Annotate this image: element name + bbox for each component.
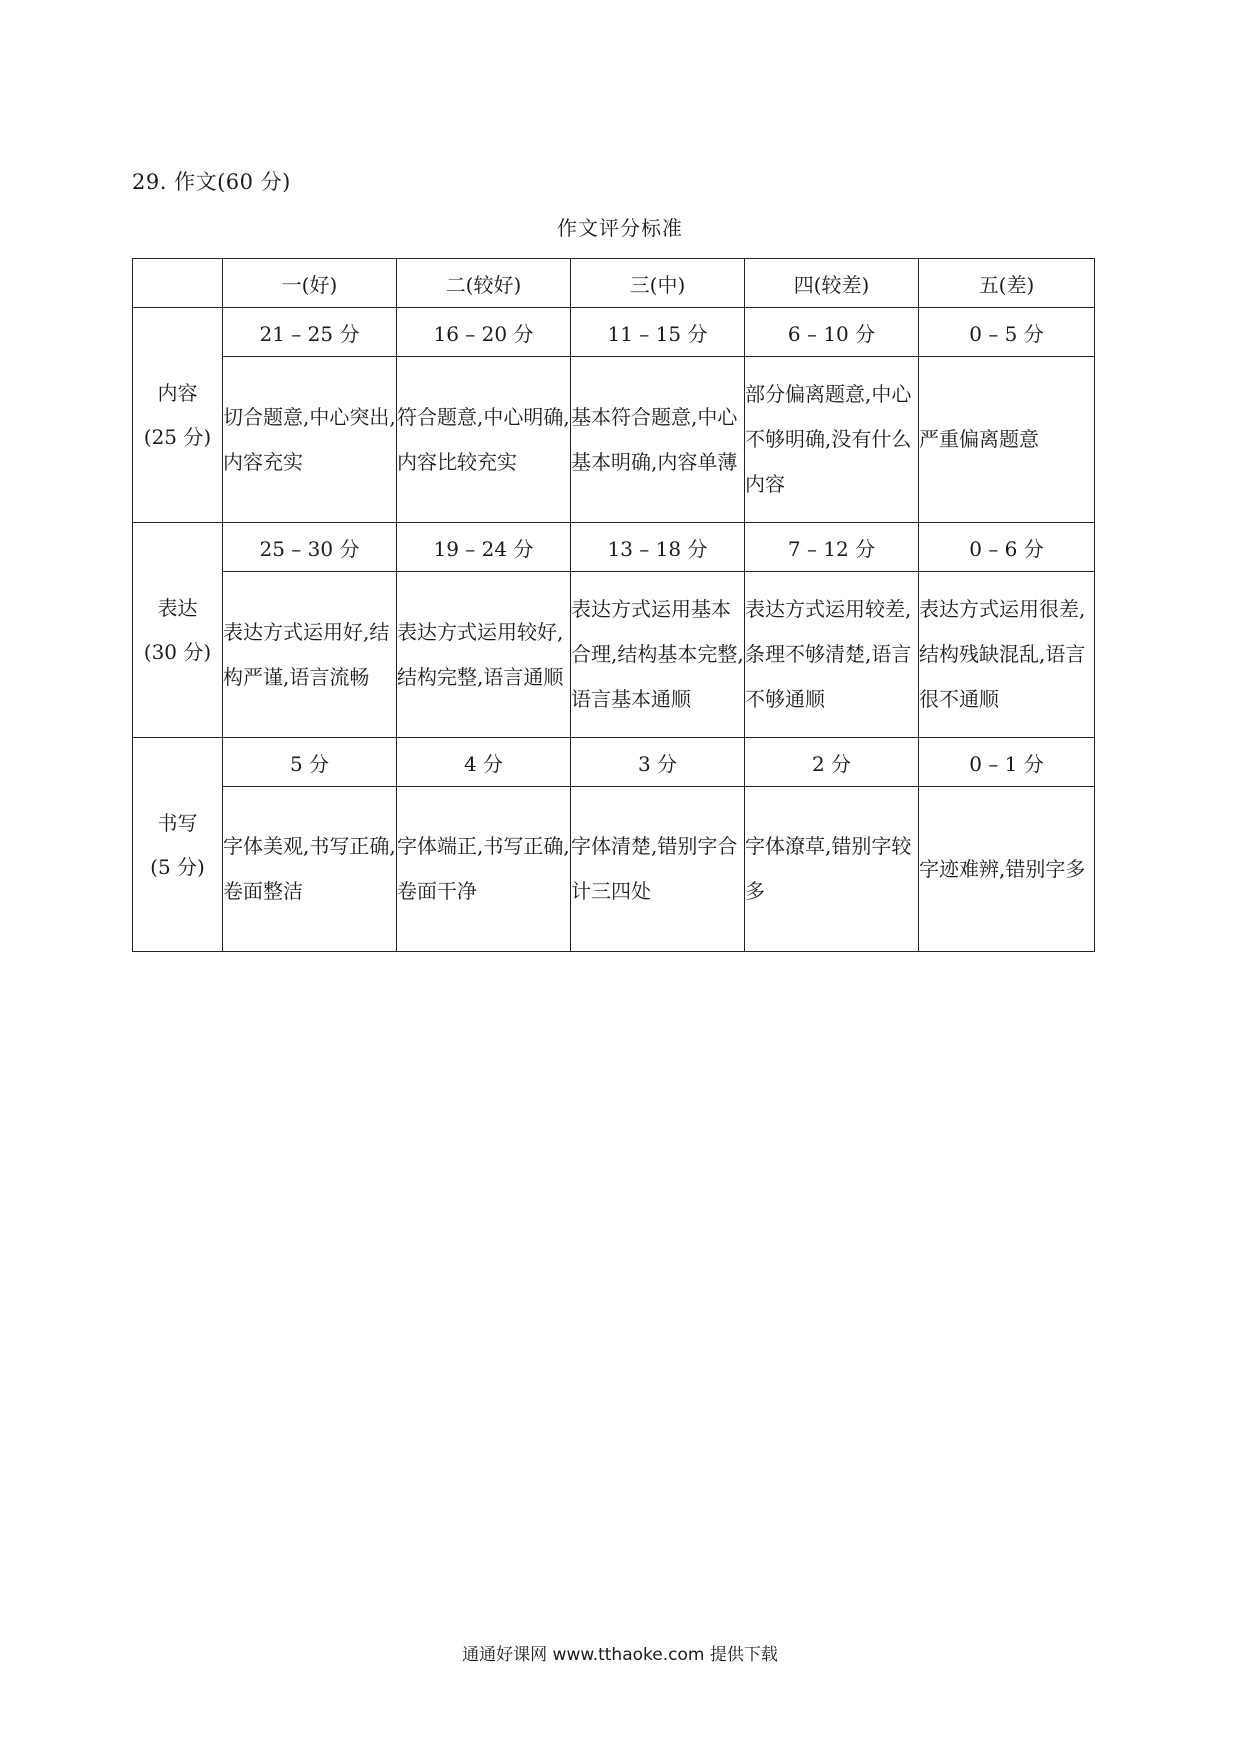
score-cell: 0 – 5 分: [919, 308, 1095, 357]
category-points: (5 分): [150, 854, 205, 879]
description-cell: 表达方式运用较差,条理不够清楚,语言不够通顺: [745, 572, 919, 738]
category-name: 书写: [157, 810, 198, 835]
description-cell: 字迹难辨,错别字多: [919, 787, 1095, 952]
score-cell: 4 分: [397, 738, 571, 787]
header-cell-level-3: 三(中): [571, 259, 745, 308]
score-cell: 21 – 25 分: [223, 308, 397, 357]
category-cell-expression: [133, 523, 223, 738]
score-cell: 11 – 15 分: [571, 308, 745, 357]
rubric-table: [132, 258, 1095, 952]
score-cell: 25 – 30 分: [223, 523, 397, 572]
table-row: [133, 572, 1095, 738]
description-cell: 表达方式运用较好,结构完整,语言通顺: [397, 572, 571, 738]
table-row: [133, 308, 1095, 357]
description-cell: 基本符合题意,中心基本明确,内容单薄: [571, 357, 745, 523]
description-cell: 字体清楚,错别字合计三四处: [571, 787, 745, 952]
question-title: 29. 作文(60 分): [132, 170, 291, 194]
score-cell: 0 – 6 分: [919, 523, 1095, 572]
table-row: [133, 357, 1095, 523]
score-cell: 6 – 10 分: [745, 308, 919, 357]
description-cell: 表达方式运用好,结构严谨,语言流畅: [223, 572, 397, 738]
score-cell: 0 – 1 分: [919, 738, 1095, 787]
score-cell: 2 分: [745, 738, 919, 787]
description-cell: 符合题意,中心明确,内容比较充实: [397, 357, 571, 523]
category-name: 表达: [157, 596, 198, 620]
header-cell-level-2: 二(较好): [397, 259, 571, 308]
category-name: 内容: [157, 381, 198, 405]
description-cell: 字体美观,书写正确,卷面整洁: [223, 787, 397, 952]
header-cell-level-1: 一(好): [223, 259, 397, 308]
category-points: (25 分): [143, 425, 212, 449]
score-cell: 16 – 20 分: [397, 308, 571, 357]
header-row: [133, 259, 1095, 308]
description-cell: 切合题意,中心突出,内容充实: [223, 357, 397, 523]
category-cell-content: [133, 308, 223, 523]
table-caption: 作文评分标准: [557, 216, 683, 240]
category-cell-handwriting: [133, 738, 223, 952]
table-row: [133, 787, 1095, 952]
score-cell: 7 – 12 分: [745, 523, 919, 572]
table-row: [133, 523, 1095, 572]
description-cell: 表达方式运用基本合理,结构基本完整,语言基本通顺: [571, 572, 745, 738]
score-cell: 3 分: [571, 738, 745, 787]
header-cell-empty: [133, 259, 223, 308]
table-row: [133, 738, 1095, 787]
header-cell-level-4: 四(较差): [745, 259, 919, 308]
category-points: (30 分): [143, 640, 212, 664]
description-cell: 严重偏离题意: [919, 357, 1095, 523]
score-cell: 5 分: [223, 738, 397, 787]
description-cell: 字体潦草,错别字较多: [745, 787, 919, 952]
header-cell-level-5: 五(差): [919, 259, 1095, 308]
footer-watermark: 通通好课网 www.tthaoke.com 提供下载: [462, 1645, 778, 1665]
description-cell: 字体端正,书写正确,卷面干净: [397, 787, 571, 952]
description-cell: 部分偏离题意,中心不够明确,没有什么内容: [745, 357, 919, 523]
score-cell: 13 – 18 分: [571, 523, 745, 572]
description-cell: 表达方式运用很差,结构残缺混乱,语言很不通顺: [919, 572, 1095, 738]
score-cell: 19 – 24 分: [397, 523, 571, 572]
